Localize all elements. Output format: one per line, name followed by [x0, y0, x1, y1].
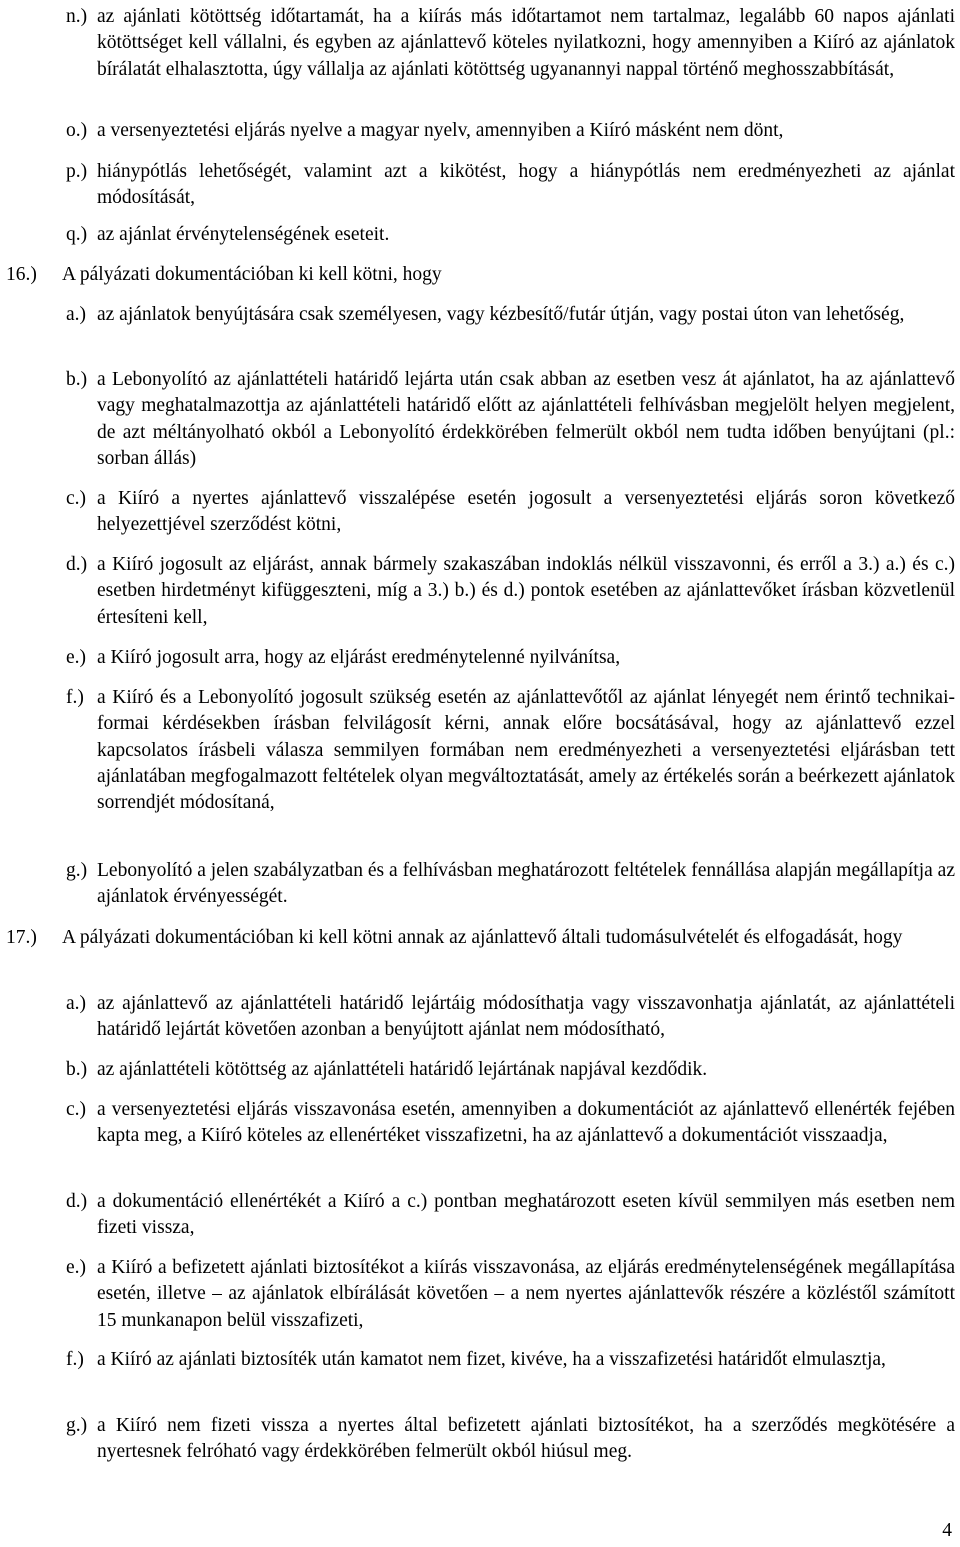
item-text: a Kiíró az ajánlati biztosíték után kamatot nem fizet, kivéve, ha a visszafizetési határidőt elmulasztja, [97, 1349, 886, 1370]
item-label: f.) [66, 1349, 84, 1370]
item-label: e.) [66, 647, 87, 668]
item-text: a Kiíró nem fizeti vissza a nyertes által befizetett ajánlati biztosítékot, ha a szerződés megkötésére a nyertesnek felróható vagy érdekkörében felmerült okból hiúsul meg. [97, 1415, 955, 1463]
item-label: b.) [66, 1059, 88, 1080]
page-number: 4 [942, 1520, 952, 1541]
item-label: a.) [66, 993, 87, 1014]
item-text: az ajánlattevő az ajánlattételi határidő lejártáig módosíthatja vagy visszavonhatja ajánlatát, az ajánlattételi határidő lejártát követően azonban a benyújtott ajánlat nem módosítható, [97, 993, 955, 1041]
item-label: q.) [66, 224, 88, 245]
item-text: a Kiíró a nyertes ajánlattevő visszalépése esetén jogosult a versenyeztetési eljárás soron következő helyezettjével szerződést kötni, [97, 488, 955, 536]
item-label: d.) [66, 554, 88, 575]
section-number: 17.) [6, 927, 37, 948]
section-title: A pályázati dokumentációban ki kell kötni annak az ajánlattevő általi tudomásulvételét és elfogadását, hogy [62, 927, 903, 948]
item-label: d.) [66, 1191, 88, 1212]
item-label: c.) [66, 488, 87, 509]
item-text: a Kiíró a befizetett ajánlati biztosítékot a kiírás visszavonása, az eljárás eredménytelenségének megállapítása esetén, illetve – az ajánlatok elbírálását követően – a nem nyertes ajánlattevők részére a közléstől számított 15 munkanapon belül visszafizeti, [97, 1257, 955, 1331]
item-label: n.) [66, 6, 88, 27]
item-text: a versenyeztetési eljárás visszavonása esetén, amennyiben a dokumentációt az ajánlattevő ellenérték fejében kapta meg, a Kiíró köteles az ellenértéket visszafizetni, ha az ajánlattevő a dokumentációt visszaadja, [97, 1099, 955, 1147]
item-text: a dokumentáció ellenértékét a Kiíró a c.) pontban meghatározott eseten kívül semmilyen más esetben nem fizeti vissza, [97, 1191, 955, 1239]
section-title: A pályázati dokumentációban ki kell kötni, hogy [62, 264, 442, 285]
item-text: az ajánlattételi kötöttség az ajánlattételi határidő lejártának napjával kezdődik. [97, 1059, 708, 1080]
item-text: az ajánlatok benyújtására csak személyesen, vagy kézbesítő/futár útján, vagy postai úton van lehetőség, [97, 304, 905, 325]
item-text: Lebonyolító a jelen szabályzatban és a felhívásban meghatározott feltételek fennállása alapján megállapítja az ajánlatok érvényességét. [97, 860, 955, 908]
item-text: az ajánlati kötöttség időtartamát, ha a kiírás más időtartamot nem tartalmaz, legalább 60 napos ajánlati kötöttséget kell vállalni, és egyben az ajánlattevő köteles nyilatkozni, hogy amennyiben a Kiíró az ajánlatok bírálatát elhalasztotta, úgy vállalja az ajánlati kötöttség ugyanannyi nappal történő meghosszabbítását, [97, 6, 955, 80]
item-label: f.) [66, 687, 84, 708]
item-label: c.) [66, 1099, 87, 1120]
item-label: g.) [66, 860, 88, 881]
item-label: o.) [66, 120, 88, 141]
item-label: g.) [66, 1415, 88, 1436]
item-text: a versenyeztetési eljárás nyelve a magyar nyelv, amennyiben a Kiíró másként nem dönt, [97, 120, 784, 141]
item-text: a Kiíró jogosult arra, hogy az eljárást eredménytelenné nyilvánítsa, [97, 647, 621, 668]
section-number: 16.) [6, 264, 37, 285]
item-label: p.) [66, 161, 88, 182]
item-label: a.) [66, 304, 87, 325]
item-text: a Kiíró jogosult az eljárást, annak bármely szakaszában indoklás nélkül visszavonni, és erről a 3.) a.) és c.) esetben hirdetményt kifüggeszteni, míg a 3.) b.) és d.) pontok esetében az ajánlattevőket írásban közvetlenül értesíteni kell, [97, 554, 955, 628]
item-text: a Lebonyolító az ajánlattételi határidő lejárta után csak abban az esetben vesz át ajánlatot, ha az ajánlattevő vagy meghatalmazottja az ajánlattételi határidő előtt az ajánlattételi felhívásban megjelölt helyen megjelent, de azt méltányolható okból a Lebonyolító érdekkörében felmerült okból nem tudta időben benyújtani (pl.: sorban állás) [97, 369, 955, 469]
item-text: a Kiíró és a Lebonyolító jogosult szükség esetén az ajánlattevőtől az ajánlat lényegét nem érintő technikai-formai kérdésekben írásban felvilágosít kérni, annak előre bocsátásával, hogy az ajánlattevő ezzel kapcsolatos írásbeli válasza semmilyen formában nem eredményezheti a versenyeztetési eljárásban tett ajánlatában megfogalmazott feltételek olyan megváltoztatását, amely az értékelés során a beérkezett ajánlatok sorrendjét módosítaná, [97, 687, 955, 814]
item-label: b.) [66, 369, 88, 390]
item-label: e.) [66, 1257, 87, 1278]
item-text: az ajánlat érvénytelenségének eseteit. [97, 224, 390, 245]
item-text: hiánypótlás lehetőségét, valamint azt a kikötést, hogy a hiánypótlás nem eredményezheti az ajánlat módosítását, [97, 161, 955, 209]
